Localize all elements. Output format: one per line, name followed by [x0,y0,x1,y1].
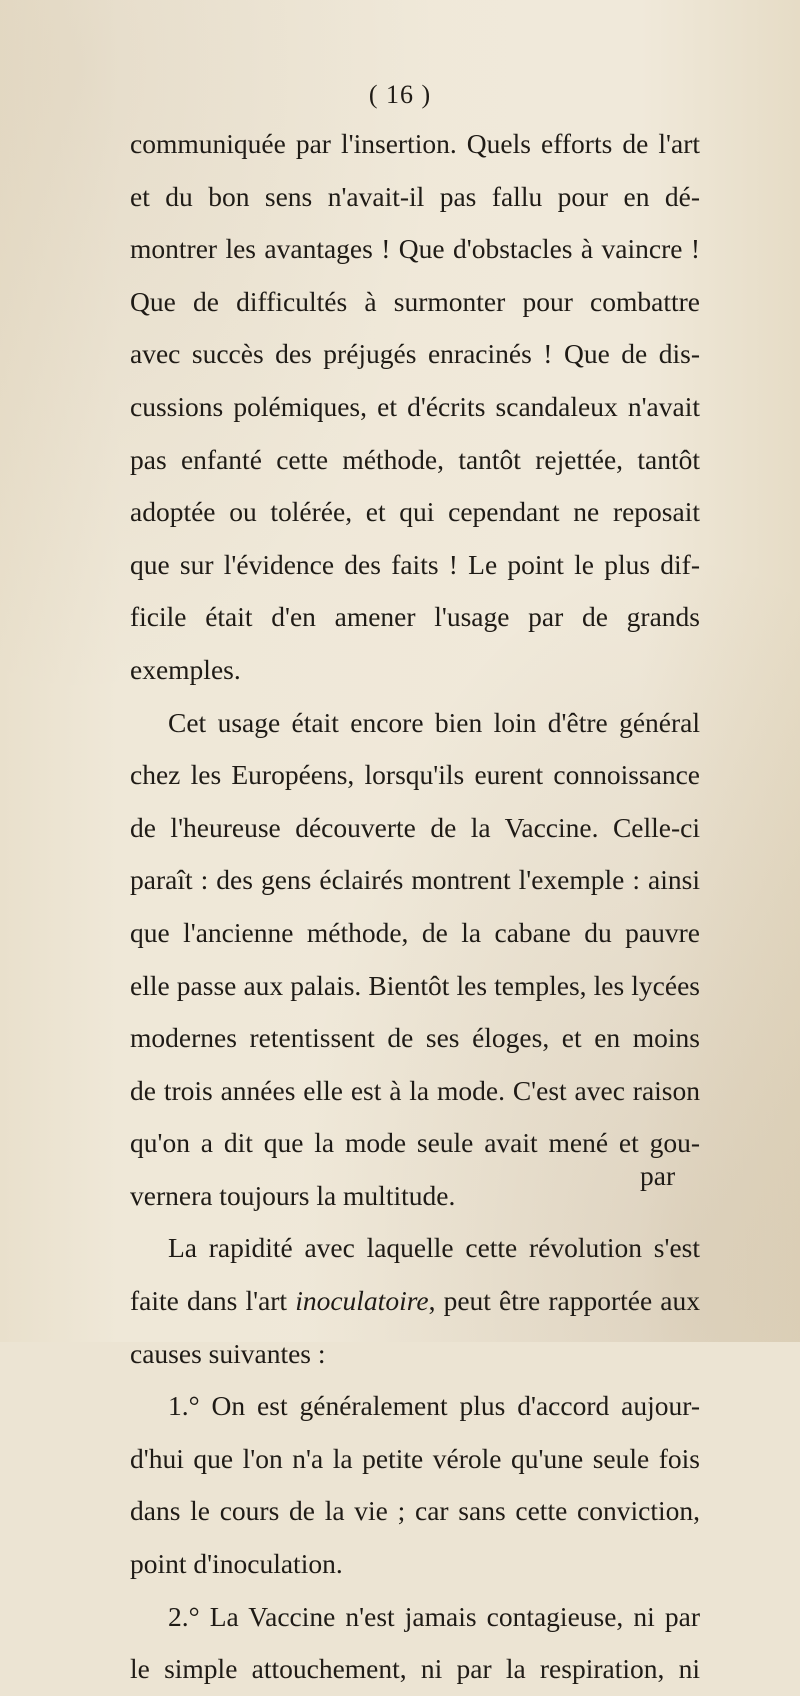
text-line: modernes retentissent de ses éloges, et en moins [130,1022,700,1054]
text-line: Que de difficultés à surmonter pour combattre [130,285,700,317]
text-line: communiquée par l'insertion. Quels efforts de l'art [130,128,700,159]
text-line: que l'ancienne méthode, de la cabane du pauvre [130,916,700,948]
text-line: chez les Européens, lorsqu'ils eurent connoissance [130,759,700,791]
numbered-item-line: 1.° On est généralement plus d'accord aujour- [168,1390,700,1422]
text-line: d'hui que l'on n'a la petite vérole qu'une seule fois [130,1442,700,1474]
text-line: exemples. [130,653,241,685]
text-line: paraît : des gens éclairés montrent l'exemple : ainsi [130,864,700,896]
page-number: ( 16 ) [368,80,432,109]
text-line: qu'on a dit que la mode seule avait mené et gou- [130,1127,700,1159]
text-line: causes suivantes : [130,1337,326,1369]
text-line: de trois années elle est à la mode. C'est avec raison [130,1074,700,1106]
text-line: cussions polémiques, et d'écrits scandaleux n'avait [130,390,700,422]
paragraph-start-line: La rapidité avec laquelle cette révolution s'est [168,1232,700,1264]
text-line: le simple attouchement, ni par la respiration, ni [130,1653,700,1685]
text-line: ficile était d'en amener l'usage par de grands [130,601,700,633]
text-line: que sur l'évidence des faits ! Le point le plus dif- [130,548,700,580]
text-run: , peut être rapportée aux [428,1285,700,1317]
paragraph-start-line: Cet usage était encore bien loin d'être général [168,706,700,738]
text-line: montrer les avantages ! Que d'obstacles à vaincre ! [130,233,700,265]
text-line: pas enfanté cette méthode, tantôt rejettée, tantôt [130,443,700,475]
body-text [130,118,700,1696]
text-line: de l'heureuse découverte de la Vaccine. Celle-ci [130,811,700,843]
text-line: point d'inoculation. [130,1548,343,1580]
text-line-with-italic [130,1275,700,1328]
text-run: faite dans l'art [130,1285,296,1317]
numbered-item-line: 2.° La Vaccine n'est jamais contagieuse, ni par [168,1600,700,1632]
catchword: par [640,1160,676,1191]
text-line: adoptée ou tolérée, et qui cependant ne reposait [130,496,700,528]
italic-term: inoculatoire [295,1285,429,1317]
text-line: elle passe aux palais. Bientôt les temples, les lycées [130,969,700,1001]
text-line: dans le cours de la vie ; car sans cette conviction, [130,1495,700,1527]
text-line: vernera toujours la multitude. [130,1179,456,1211]
text-line: avec succès des préjugés enracinés ! Que de dis- [130,338,700,370]
text-line: et du bon sens n'avait-il pas fallu pour en dé- [130,180,700,212]
